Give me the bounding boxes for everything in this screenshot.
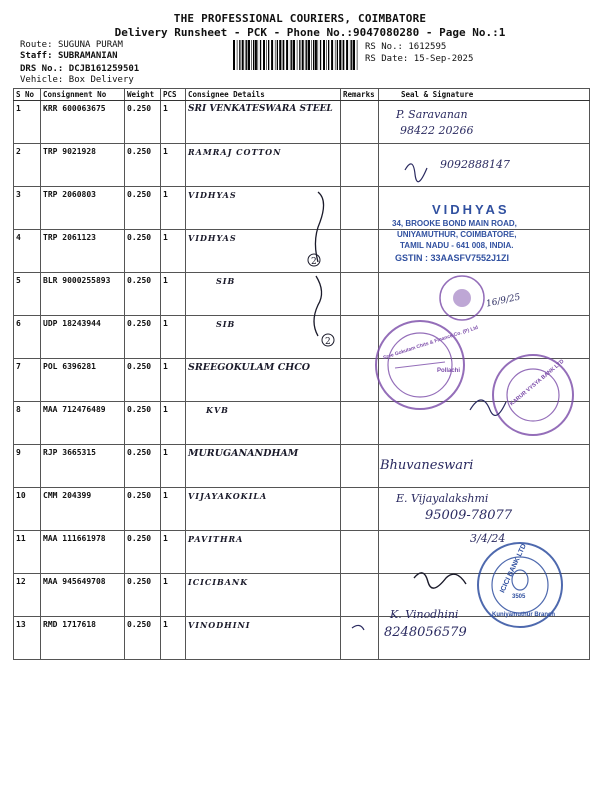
cell-sno: 10 <box>14 488 41 531</box>
header-seal-signature: Seal & Signature <box>379 89 590 101</box>
runsheet-subtitle: Delivery Runsheet - PCK - Phone No.:9047080280 - Page No.:1 <box>114 26 506 39</box>
bracket-count-1: 2 <box>311 257 317 267</box>
signature-row11-date: 3/4/24 <box>470 532 506 545</box>
header-consignment: Consignment No <box>41 89 125 101</box>
cell-consignment: TRP 9021928 <box>41 144 125 187</box>
cell-consignee: VINODHINI <box>186 617 341 660</box>
company-title: THE PROFESSIONAL COURIERS, COIMBATORE <box>173 12 427 25</box>
vidhyas-stamp-address-3: TAMIL NADU - 641 008, INDIA. <box>400 241 514 250</box>
drs-label: DRS No.: <box>20 64 64 74</box>
cell-sno: 12 <box>14 574 41 617</box>
table-row <box>14 101 590 144</box>
cell-weight: 0.250 <box>125 488 161 531</box>
rs-date-label: RS Date: <box>365 54 409 64</box>
signature-row10-phone: 95009-78077 <box>425 508 513 523</box>
signature-row13-name: K. Vinodhini <box>390 608 459 621</box>
signature-row13-phone: 8248056579 <box>384 625 467 640</box>
vehicle-label: Vehicle: <box>20 75 64 85</box>
cell-pcs: 1 <box>161 273 186 316</box>
cell-remarks <box>341 230 379 273</box>
kvb-stamp-ring: KARUR VYSYA BANK LTD <box>509 358 566 408</box>
table-row <box>14 316 590 359</box>
staff-value: SUBRAMANIAN <box>57 51 118 61</box>
cell-consignment: UDP 18243944 <box>41 316 125 359</box>
cell-consignment: POL 6396281 <box>41 359 125 402</box>
rs-no-line <box>365 42 446 52</box>
route-value: SUGUNA PURAM <box>57 40 123 50</box>
header-consignee: Consignee Details <box>186 89 341 101</box>
staff-label: Staff: <box>20 51 53 61</box>
header-pcs: PCS <box>161 89 186 101</box>
route-label: Route: <box>20 40 53 50</box>
vidhyas-stamp-address-1: 34, BROOKE BOND MAIN ROAD, <box>392 219 517 228</box>
cell-consignment: TRP 2061123 <box>41 230 125 273</box>
cell-weight: 0.250 <box>125 402 161 445</box>
cell-remarks <box>341 101 379 144</box>
cell-pcs: 1 <box>161 316 186 359</box>
cell-pcs: 1 <box>161 101 186 144</box>
runsheet-table <box>13 88 590 660</box>
cell-remarks <box>341 488 379 531</box>
cell-signature <box>379 101 590 144</box>
table-row <box>14 445 590 488</box>
cell-pcs: 1 <box>161 402 186 445</box>
cell-remarks <box>341 402 379 445</box>
barcode-image <box>233 40 358 70</box>
cell-weight: 0.250 <box>125 316 161 359</box>
sreegokulam-stamp-branch: Pollachi <box>437 368 461 374</box>
cell-remarks <box>341 359 379 402</box>
rs-no-label: RS No.: <box>365 42 403 52</box>
cell-weight: 0.250 <box>125 230 161 273</box>
cell-consignee: MURUGANANDHAM <box>186 445 341 488</box>
signature-row1-phone: 98422 20266 <box>400 124 474 137</box>
cell-weight: 0.250 <box>125 445 161 488</box>
rs-date-line <box>365 54 473 64</box>
signature-row2-phone: 9092888147 <box>440 158 510 171</box>
cell-pcs: 1 <box>161 144 186 187</box>
cell-consignment: MAA 945649708 <box>41 574 125 617</box>
cell-sno: 11 <box>14 531 41 574</box>
cell-pcs: 1 <box>161 445 186 488</box>
cell-pcs: 1 <box>161 230 186 273</box>
vehicle-line <box>20 75 134 85</box>
cell-pcs: 1 <box>161 359 186 402</box>
header-weight: Weight <box>125 89 161 101</box>
cell-remarks <box>341 617 379 660</box>
cell-consignee: SRI VENKATESWARA STEEL <box>186 101 341 144</box>
cell-sno: 7 <box>14 359 41 402</box>
drs-line <box>20 64 139 74</box>
cell-weight: 0.250 <box>125 144 161 187</box>
bracket-count-2: 2 <box>325 337 331 347</box>
cell-remarks <box>341 531 379 574</box>
cell-remarks <box>341 316 379 359</box>
staff-line <box>20 51 118 61</box>
cell-consignee: PAVITHRA <box>186 531 341 574</box>
cell-consignment: KRR 600063675 <box>41 101 125 144</box>
cell-consignee: SIB <box>186 273 341 316</box>
vidhyas-stamp-gstin: GSTIN : 33AASFV7552J1ZI <box>395 253 510 263</box>
cell-consignment: MAA 111661978 <box>41 531 125 574</box>
cell-consignment: TRP 2060803 <box>41 187 125 230</box>
sreegokulam-stamp-ring: Sree Gokulam Chits & Finance Co. (P) Ltd <box>382 324 479 362</box>
cell-consignment: CMM 204399 <box>41 488 125 531</box>
cell-sno: 3 <box>14 187 41 230</box>
cell-sno: 5 <box>14 273 41 316</box>
cell-sno: 4 <box>14 230 41 273</box>
cell-remarks <box>341 187 379 230</box>
table-row <box>14 402 590 445</box>
cell-consignment: RMD 1717618 <box>41 617 125 660</box>
icici-stamp-branch: Kuniyamuthur Branch <box>492 612 556 618</box>
vidhyas-stamp-address-2: UNIYAMUTHUR, COIMBATORE, <box>397 230 517 239</box>
cell-sno: 8 <box>14 402 41 445</box>
header-sno: S No <box>14 89 41 101</box>
cell-consignee: RAMRAJ COTTON <box>186 144 341 187</box>
cell-sno: 13 <box>14 617 41 660</box>
cell-weight: 0.250 <box>125 617 161 660</box>
cell-sno: 9 <box>14 445 41 488</box>
cell-weight: 0.250 <box>125 101 161 144</box>
cell-sno: 6 <box>14 316 41 359</box>
cell-consignment: BLR 9000255893 <box>41 273 125 316</box>
signature-row9-name: Bhuvaneswari <box>380 458 474 473</box>
cell-consignee: SREEGOKULAM CHCO <box>186 359 341 402</box>
cell-pcs: 1 <box>161 187 186 230</box>
cell-consignee: VIDHYAS <box>186 230 341 273</box>
cell-sno: 1 <box>14 101 41 144</box>
table-header-row <box>14 89 590 101</box>
cell-weight: 0.250 <box>125 273 161 316</box>
cell-consignment: MAA 712476489 <box>41 402 125 445</box>
signature-row10-name: E. Vijayalakshmi <box>396 492 489 505</box>
cell-consignee: KVB <box>186 402 341 445</box>
table-row <box>14 617 590 660</box>
cell-weight: 0.250 <box>125 574 161 617</box>
cell-pcs: 1 <box>161 531 186 574</box>
table-row <box>14 359 590 402</box>
icici-stamp-ring: ICICI BANK LTD <box>499 542 528 595</box>
drs-value: DCJB161259501 <box>68 64 140 74</box>
rs-date-value: 15-Sep-2025 <box>413 54 474 64</box>
route-line <box>20 40 123 50</box>
signature-row1-name: P. Saravanan <box>396 108 468 121</box>
header-remarks: Remarks <box>341 89 379 101</box>
cell-weight: 0.250 <box>125 187 161 230</box>
vidhyas-stamp-name: VIDHYAS <box>432 202 510 217</box>
cell-sno: 2 <box>14 144 41 187</box>
cell-remarks <box>341 445 379 488</box>
rs-no-value: 1612595 <box>408 42 447 52</box>
cell-consignee: SIB <box>186 316 341 359</box>
cell-signature <box>379 402 590 445</box>
icici-stamp-code: 3505 <box>512 594 526 600</box>
cell-consignee: ICICIBANK <box>186 574 341 617</box>
table-row <box>14 273 590 316</box>
cell-remarks <box>341 273 379 316</box>
cell-consignment: RJP 3665315 <box>41 445 125 488</box>
signature-row6-date: 16/9/25 <box>485 292 522 310</box>
cell-remarks <box>341 144 379 187</box>
cell-weight: 0.250 <box>125 359 161 402</box>
cell-signature <box>379 273 590 316</box>
cell-pcs: 1 <box>161 574 186 617</box>
cell-consignee: VIJAYAKOKILA <box>186 488 341 531</box>
vehicle-value: Box Delivery <box>68 75 134 85</box>
cell-pcs: 1 <box>161 617 186 660</box>
cell-consignee: VIDHYAS <box>186 187 341 230</box>
cell-weight: 0.250 <box>125 531 161 574</box>
cell-remarks <box>341 574 379 617</box>
cell-pcs: 1 <box>161 488 186 531</box>
